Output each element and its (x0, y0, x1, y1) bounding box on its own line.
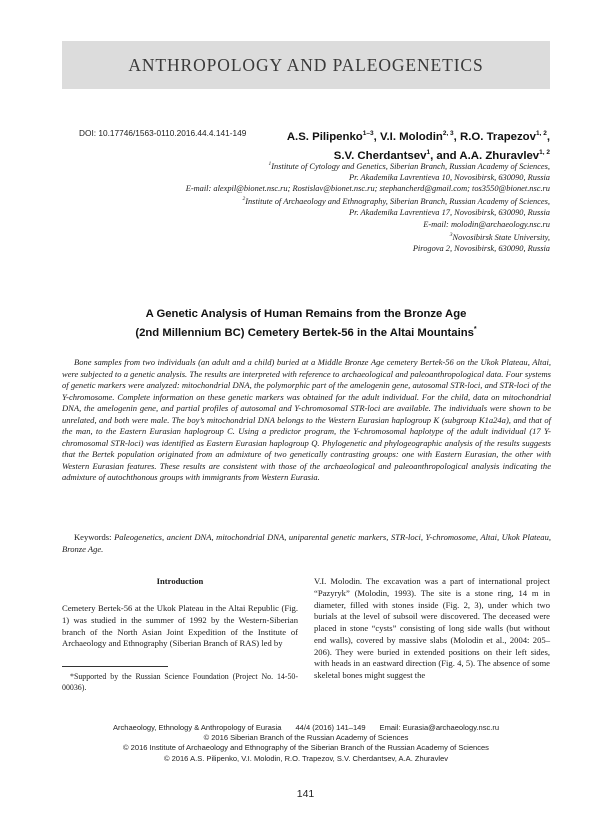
author-affiliation-mark: 1–3 (362, 130, 374, 137)
affiliation-text: Novosibirsk State University, (452, 232, 550, 242)
affiliation-line (186, 243, 550, 254)
author-name: R.O. Trapezov (460, 130, 536, 143)
footer-issue: 44/4 (2016) 141–149 (295, 723, 366, 732)
author-separator: , (546, 130, 550, 143)
affiliation-text: Pr. Akademika Lavrentieva 10, Novosibirsk, 630090, Russia (349, 173, 550, 182)
title-footnote-marker[interactable]: * (473, 326, 477, 333)
affiliation-email[interactable]: E-mail: molodin@archaeology.nsc.ru (423, 219, 550, 229)
abstract: Bone samples from two individuals (an adult and a child) buried at a Middle Bronze Age cemetery Bertek-56 on the Ukok Plateau, Altai, were subjected to a genetic analysis. The results are interpreted with reference to archaeological and paleoanthropological data. Four systems of genetic markers were analyzed: mitochondrial DNA, the polymorphic part of the amelogenin gene, autosomal STR-loci, and STR-loci of the Y-chromosome. Complete information on these genetic markers was obtained for the adult individual. For the child, data on mitochondrial DNA, the amelogenin gene, and partial profiles of autosomal and Y-chromosomal STR-loci are available. The individuals were shown to be unrelated, and both were male. The boy’s mitochondrial DNA belongs to the Western Eurasian haplogroup K (subgroup K1a24a), and that of the man, to the Eastern Eurasian haplogroup C. Using a predictor program, the Y-chromosomal haplotype of the adult individual (17 Y-chromosomal STR-loci) was identified as Eastern Eurasian haplogroup Q. Phylogenetic and phylogeographic analysis of the results suggests that the Bertek population originated from an admixture of two genetically contrasting groups: one with Eastern Eurasian, the other with Western Eurasian features. These results are consistent with those of the archaeological and paleoanthropological analysis indicating the admixture of autochthonous groups with immigrants from Western Eurasia. (62, 357, 551, 483)
author-name: A.A. Zhuravlev (459, 149, 540, 162)
affiliation-email-line[interactable] (186, 183, 550, 194)
author-name: V.I. Molodin (379, 130, 443, 143)
author-line-1 (287, 126, 550, 145)
journal-footer (62, 723, 550, 764)
keywords-label: Keywords: (74, 532, 112, 542)
affiliations (186, 159, 550, 254)
author-separator: , and (430, 149, 460, 162)
author-list (287, 126, 550, 164)
author-separator: , (373, 130, 380, 143)
affiliation-text: Pr. Akademika Lavrentieva 17, Novosibirsk, 630090, Russia (349, 208, 550, 218)
author-affiliation-mark: 1, 2 (535, 130, 547, 137)
footnote: *Supported by the Russian Science Foundation (Project No. 14-50-00036). (62, 672, 298, 692)
footer-email[interactable]: Email: Eurasia@archaeology.nsc.ru (379, 723, 500, 732)
author-separator: , (453, 130, 461, 143)
title-line-2-text: (2nd Millennium BC) Cemetery Bertek-56 in the Altai Mountains (135, 326, 474, 339)
affiliation-mark: 2 (242, 196, 246, 203)
author-name: A.S. Pilipenko (286, 130, 363, 143)
author-name: S.V. Cherdantsev (333, 149, 427, 162)
affiliation-line (186, 194, 550, 207)
keywords-text: Paleogenetics, ancient DNA, mitochondrial DNA, uniparental genetic markers, STR-loci, Y-chromosome, Altai, Ukok Plateau, Bronze Age. (62, 532, 551, 554)
title-line-1: A Genetic Analysis of Human Remains from the Bronze Age (145, 308, 467, 320)
author-affiliation-mark: 1 (426, 148, 431, 156)
affiliation-text: Pirogova 2, Novosibirsk, 630090, Russia (412, 243, 550, 253)
affiliation-line (186, 159, 550, 172)
affiliation-line (186, 207, 550, 218)
affiliation-line (186, 230, 550, 243)
footnote-divider (62, 666, 168, 667)
section-banner (62, 41, 550, 89)
author-affiliation-mark: 2, 3 (442, 130, 454, 137)
section-banner-text: ANTHROPOLOGY AND PALEOGENETICS (128, 54, 484, 75)
page-number: 141 (296, 788, 315, 800)
body-text-left-column: Cemetery Bertek-56 at the Ukok Plateau in the Altai Republic (Fig. 1) was studied in the summer of 1992 by the Western-Siberian branch of the North Asian Joint Expedition of the Institute of Archaeology and Ethnography (Siberian Branch of RAS) led by (62, 603, 298, 649)
doi[interactable]: DOI: 10.17746/1563-0110.2016.44.4.141-149 (79, 128, 247, 138)
section-heading-introduction: Introduction (156, 576, 204, 586)
affiliation-line (186, 172, 550, 183)
footer-journal: Archaeology, Ethnology & Anthropology of Eurasia (112, 723, 282, 732)
article-title (62, 306, 550, 341)
affiliation-email[interactable]: E-mail: alexpil@bionet.nsc.ru; Rostislav@bionet.nsc.ru; stephancherd@gmail.com; tos3550@bionet.nsc.ru (185, 184, 550, 194)
footer-copyright-3: © 2016 A.S. Pilipenko, V.I. Molodin, R.O. Trapezov, S.V. Cherdantsev, A.A. Zhuravlev (163, 753, 449, 763)
footer-copyright-2: © 2016 Institute of Archaeology and Ethnography of the Siberian Branch of the Russian Academy of Sciences (123, 743, 489, 753)
affiliation-mark: 1 (268, 161, 272, 167)
affiliation-text: Institute of Archaeology and Ethnography, Siberian Branch, Russian Academy of Sciences, (245, 197, 550, 207)
affiliation-email-line[interactable] (186, 219, 550, 230)
title-line-2 (62, 322, 550, 341)
footer-journal-line (62, 723, 550, 733)
body-text-right-column: V.I. Molodin. The excavation was a part of international project “Pazyryk” (Molodin, 1993). The site is a stone ring, 14 m in diameter, filled with stones inside (Fig. 2, 3), under which two burials at the level of subsoil were discovered. The deceased were placed in stone “cysts” consisting of long side walls (but without end walls), covered by massive slabs (Molodin et al., 2004: 205–206). They were buried in extended positions on their left sides, with heads in an eastward direction (Fig. 4, 5). The absence of some skeletal bones might suggest the (314, 576, 550, 680)
affiliation-text: Institute of Cytology and Genetics, Siberian Branch, Russian Academy of Sciences, (271, 161, 550, 171)
affiliation-mark: 3 (449, 231, 453, 238)
footer-copyright-1: © 2016 Siberian Branch of the Russian Academy of Sciences (203, 733, 409, 743)
keywords (62, 532, 551, 555)
author-affiliation-mark: 1, 2 (539, 148, 550, 156)
